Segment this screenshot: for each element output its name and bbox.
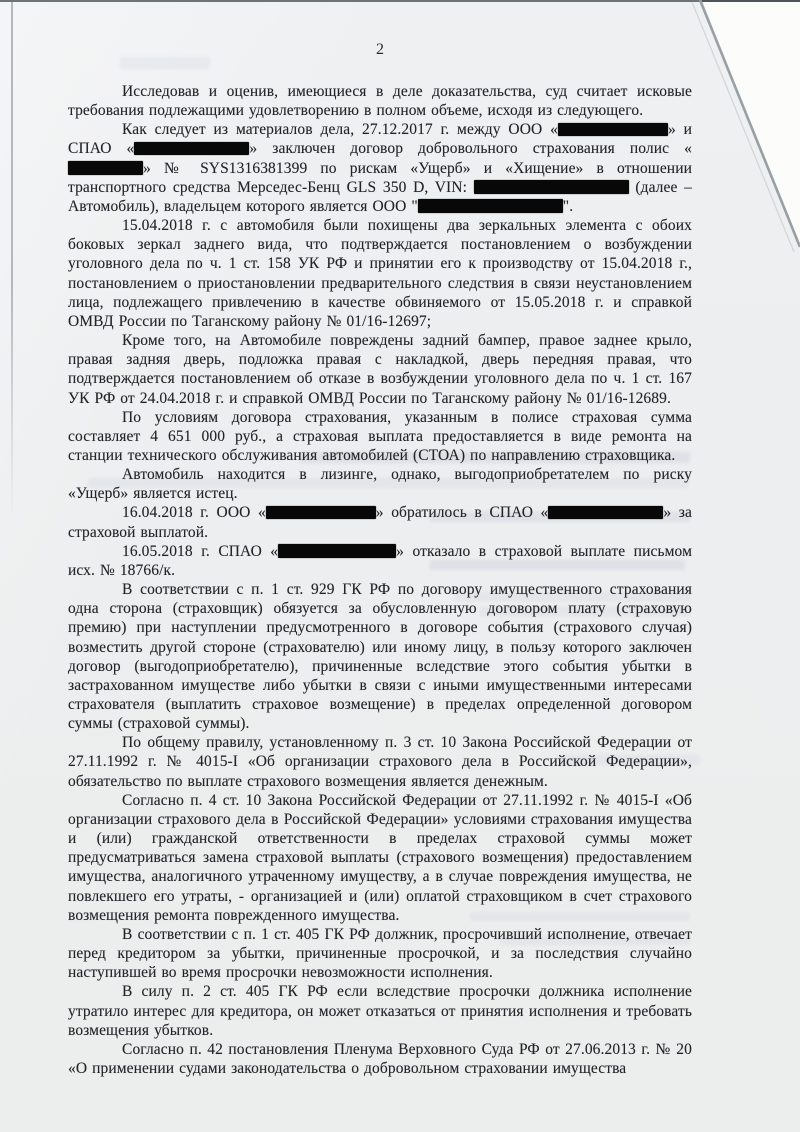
paragraph-4 — [68, 331, 692, 408]
text-run: ". — [562, 197, 574, 215]
paragraph-14 — [68, 1040, 692, 1078]
text-run: В соответствии с п. 1 ст. 929 ГК РФ по договору имущественного страхования одна сторона (страховщик) обязуется за обусловленную договором плату (страховую премию) при наступлении предусмотренного в договоре события (страхового случая) возместить другой стороне (страхователю) или иному лицу, в пользу которого заключен договор (выгодоприобретателю), причиненные вследствие этого события убытки в застрахованном имуществе либо убытки в связи с иными имущественными интересами страхователя (выплатить страховое возмещение) в пределах определенной договором суммы (страховой суммы). — [68, 581, 692, 733]
text-run: Согласно п. 42 постановления Пленума Верховного Суда РФ от 27.06.2013 г. № 20 «О применении судами законодательства о добровольном страховании имущества — [68, 1040, 692, 1077]
document-body — [68, 40, 692, 1078]
text-run: В силу п. 2 ст. 405 ГК РФ если вследствие просрочки должника исполнение утратило интерес для кредитора, он может отказаться от принятия исполнения и требовать возмещения убытков. — [68, 983, 692, 1039]
paragraph-9 — [68, 580, 692, 733]
redaction-bar — [134, 142, 249, 156]
text-run: По условиям договора страхования, указанным в полисе страховая сумма составляет 4 651 000 руб., а страховая выплата предоставляется в виде ремонта на станции технического обслуживания автомобилей (СТОА) по направлению страховщика. — [68, 408, 692, 464]
paragraph-12 — [68, 925, 692, 982]
redaction-bar — [474, 180, 629, 194]
text-run: Исследовав и оценив, имеющиеся в деле доказательства, суд считает исковые требования подлежащими удовлетворению в полном объеме, исходя из следующего. — [68, 83, 692, 120]
text-run: В соответствии с п. 1 ст. 405 ГК РФ должник, просрочивший исполнение, отвечает перед кредитором за убытки, причиненные просрочкой, и за последствия случайно наступившей во время просрочки невозможности исполнения. — [68, 925, 692, 982]
paragraph-11 — [68, 791, 692, 925]
redaction-bar — [278, 544, 396, 558]
scan-left-edge-line — [11, 2, 13, 517]
paragraph-1 — [68, 82, 692, 120]
text-run: По общему правилу, установленному п. 3 ст. 10 Закона Российской Федерации от 27.11.1992 г. № 4015-I «Об организации страхового дела в Российской Федерации», обязательство по выплате страхового возмещения является денежным. — [68, 734, 692, 790]
text-run: » и СПАО « — [68, 121, 692, 158]
text-run: Кроме того, на Автомобиле повреждены задний бампер, правое заднее крыло, правая задняя дверь, подложка правая с накладкой, дверь передняя правая, что подтверждается постановлением об отказе в возбуждении уголовного дела по ч. 1 ст. 167 УК РФ от 24.04.2018 г. и справкой ОМВД России по Таганскому району № 01/16-12689. — [68, 332, 692, 407]
text-run: Согласно п. 4 ст. 10 Закона Российской Федерации от 27.11.1992 г. № 4015-I «Об организации страхового дела в Российской Федерации» условиями страхования имущества и (или) гражданской ответственности в пределах страховой суммы может предусматриваться замена страховой выплаты (страхового возмещения) предоставлением имущества, аналогичного утраченному имуществу, а в случае повреждения имущества, не повлекшего его утраты, - организацией и (или) оплатой страховщиком в счет страхового возмещения ремонта поврежденного имущества. — [68, 791, 692, 924]
redaction-bar — [548, 506, 663, 520]
redaction-bar — [418, 199, 563, 213]
paragraphs-container — [68, 82, 692, 1078]
paragraph-8 — [68, 542, 692, 580]
text-run: » заключен договор добровольного страхования полис « — [249, 140, 692, 158]
paragraph-7 — [68, 503, 692, 541]
text-run: » № SYS1316381399 по рискам «Ущерб» и «Хищение» в отношении транспортного средства Мерседес-Бенц GLS 350 D, VIN: — [68, 159, 692, 196]
text-run: 16.04.2018 г. ООО « — [122, 504, 266, 522]
paragraph-6 — [68, 465, 692, 503]
redaction-bar — [68, 161, 143, 175]
text-run: » отказало в страховой выплате письмом исх. № 18766/к. — [68, 542, 692, 579]
paragraph-13 — [68, 982, 692, 1039]
paragraph-2 — [68, 120, 692, 216]
paragraph-10 — [68, 733, 692, 790]
text-run: 16.05.2018 г. СПАО « — [122, 542, 279, 560]
text-run: (далее – Автомобиль), владельцем которого является ООО " — [68, 178, 692, 215]
text-run: » обратилось в СПАО « — [375, 504, 549, 522]
text-run: 15.04.2018 г. с автомобиля были похищены два зеркальных элемента с обоих боковых зеркал заднего вида, что подтверждается постановлением о возбуждении уголовного дела по ч. 1 ст. 158 УК РФ и принятии его к производству от 15.04.2018 г., постановлением о приостановлении предварительного следствия в связи неустановлением лица, подлежащего привлечению в качестве обвиняемого от 15.05.2018 г. и справкой ОМВД России по Таганскому району № 01/16-12697; — [68, 217, 692, 330]
text-run: Автомобиль находится в лизинге, однако, выгодоприобретателем по риску «Ущерб» является истец. — [68, 466, 692, 503]
paragraph-3 — [68, 216, 692, 331]
page-number: 2 — [376, 41, 384, 58]
redaction-bar — [266, 506, 376, 520]
redaction-bar — [558, 123, 668, 137]
text-run: » за страховой выплатой. — [68, 504, 692, 541]
text-run: Как следует из материалов дела, 27.12.2017 г. между ООО « — [122, 121, 558, 139]
paragraph-5 — [68, 408, 692, 465]
